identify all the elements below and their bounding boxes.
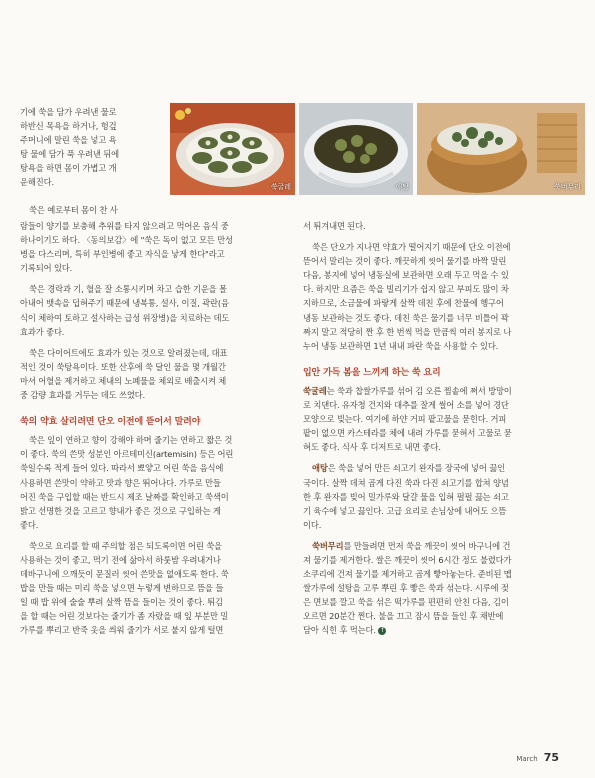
paragraph-line: 소쿠리에 건져 물기를 제거하고 곱게 빻아놓는다. 준비된 멥 (303, 569, 512, 580)
paragraph-line: 쑥은 경락과 기, 혈을 잘 소통시키며 차고 습한 기운을 몰 (29, 284, 227, 295)
paragraph-line: 다음, 봉지에 넣어 냉동실에 보관하면 오래 두고 먹을 수 있 (303, 270, 509, 281)
paragraph-line: 쑥굴레는 쑥과 찹쌀가루를 섞어 김 오른 찜솥에 쪄서 방망이 (303, 385, 512, 396)
paragraph-line: 쑥버무리를 만들려면 먼저 쑥을 깨끗이 씻어 바구니에 건 (312, 540, 511, 551)
photo-caption: 애탕 (395, 183, 409, 191)
paragraph-line: 쑥은 예로부터 몸이 찬 사 (29, 205, 118, 215)
paragraph-line: 밥을 만들 때는 미리 쑥을 넣으면 누렇게 변하므로 뜸을 들 (20, 583, 224, 594)
page-number: 75 (543, 751, 559, 764)
paragraph-line: 기 육수에 넣고 끓인다. 고급 요리로 손님상에 내어도 으뜸 (303, 505, 507, 516)
paragraph-line: 가루를 뿌리고 반죽 옷을 씌워 줄기가 서로 붙지 않게 털면 (20, 625, 224, 636)
paragraph-line: 애탕은 쑥을 넣어 만든 쇠고기 완자를 장국에 넣어 끓인 (312, 463, 505, 474)
paragraph-line: 모양으로 빚는다. 여기에 하얀 거피 팥고물을 묻힌다. 거피 (303, 414, 507, 425)
paragraph-line: 기록되어 있다. (20, 263, 73, 274)
photo-ssukbeomuri (417, 103, 585, 195)
paragraph-line: 냉동 보관하는 것도 좋다. 데친 쑥은 물기를 너무 비틀어 꽉 (303, 312, 509, 323)
recipe-term: 쑥굴레 (303, 385, 327, 396)
paragraph-line: 이 좋다. 쑥의 쓴맛 성분인 아르테미신(artemisin) 등은 어린 (20, 449, 234, 460)
recipe-term: 쑥버무리 (312, 540, 344, 551)
photo-aetang (299, 103, 413, 195)
paragraph-line: 쑥은 단오가 지나면 약효가 떨어지기 때문에 단오 이전에 (312, 242, 511, 253)
left-column (20, 219, 284, 638)
paragraph-line: 쑥으로 요리를 할 때 주의할 점은 되도록이면 어린 쑥을 (29, 540, 222, 551)
paragraph-line: 어진 쑥을 구입할 때는 반드시 제조 날짜를 확인하고 쑥색이 (20, 491, 229, 502)
paragraph-line: 기에 쑥을 담가 우려낸 물로 (20, 107, 117, 117)
paragraph-line: 밝고 선명한 것을 고르고 향내가 좋은 것으로 구입하는 게 (20, 505, 221, 516)
page-footer (516, 751, 559, 764)
footer-month: March (516, 755, 538, 763)
paragraph-line: 데바구니에 으깨듯이 문질러 씻어 쓴맛을 없애도록 한다. 쑥 (20, 569, 229, 580)
paragraph-line: 쑥은 다이어트에도 효과가 있는 것으로 알려졌는데, 대표 (29, 347, 228, 358)
paragraph-line: 마셔 어혈을 제거하고 체내의 노폐물을 체외로 배출시켜 체 (20, 375, 227, 386)
paragraph-line: 주머니에 말린 쑥을 넣고 욕 (20, 135, 117, 146)
paragraph-line: 을 할 때는 어린 것보다는 줄기가 좀 자랐을 때 잎 부분만 밀 (20, 611, 229, 622)
paragraph-line: 탕 물에 담가 푹 우려낸 뒤에 (20, 149, 119, 160)
paragraph-line: 다. 하지만 요즘은 쑥을 빌리기가 쉽지 않고 부피도 많이 차 (303, 284, 509, 295)
photo-strip (170, 103, 585, 195)
paragraph-line: 하나이기도 하다. 〈동의보감〉에 "쑥은 독이 없고 모든 만성 (20, 235, 233, 246)
paragraph-line: 좋다. (20, 519, 39, 530)
paragraph-line: 효과가 좋다. (20, 326, 65, 337)
paragraph-line: 로 치댄다. 유자청 건지와 대추를 잘게 썰어 소를 넣어 경단 (303, 400, 509, 411)
top-left-text (20, 105, 158, 190)
paragraph-line: 쑥은 잎이 연하고 향이 강해야 하며 줄기는 연하고 짧은 것 (29, 435, 233, 446)
paragraph-line: 져 물기를 제거한다. 쌀은 깨끗이 씻어 6시간 정도 불렸다가 (303, 554, 512, 565)
paragraph-line: 은 면보를 깔고 쑥을 섞은 떡가루를 편편히 안친 다음, 김이 (303, 597, 509, 608)
paragraph-line: 쌀가루에 설탕을 고루 뿌린 후 빻은 쑥과 섞는다. 시루에 젖 (303, 583, 509, 594)
section-heading: 쑥의 약효 살리려면 단오 이전에 뜯어서 말려야 (20, 417, 201, 428)
right-column (303, 219, 581, 638)
paragraph-line: 서 튀겨내면 된다. (303, 221, 366, 231)
paragraph-line: 중 감량 효과를 거두는 데도 쓰였다. (20, 390, 146, 401)
paragraph-line: 식이 체하여 토하고 설사하는 급성 위장병)을 치료하는 데도 (20, 312, 230, 323)
paragraph-line: 쑥일수록 적게 들어 있다. 따라서 뾰얗고 어린 쑥을 음식에 (20, 463, 224, 474)
photo-caption: 쑥굴레 (270, 183, 291, 191)
paragraph-line: 하반신 목욕을 하거나, 헝겊 (20, 121, 117, 132)
paragraph-line: 일 때 밥 위에 술술 뿌려 살짝 뜸을 들이는 것이 좋다. 튀김 (20, 597, 223, 608)
end-mark-icon: f (378, 627, 386, 635)
paragraph-line: 운해진다. (20, 177, 54, 188)
paragraph-line: 탕욕을 하면 몸이 가볍고 개 (20, 163, 117, 174)
paragraph-line: 담아 식힌 후 먹는다. f (303, 623, 581, 637)
paragraph-line: 이다. (303, 519, 322, 530)
paragraph-line: 누어 냉동 보관하면 1년 내내 파란 쑥을 사용할 수 있다. (303, 340, 499, 351)
paragraph-line: 아내어 뱃속을 덥혀주기 때문에 냉복통, 설사, 이질, 곽란(음 (20, 298, 229, 309)
recipe-term: 애탕 (312, 463, 328, 474)
paragraph-line: 적인 것이 쑥탕욕이다. 또한 산후에 쑥 달인 물을 몇 개월간 (20, 361, 226, 372)
paragraph-line: 사용하면 쓴맛이 약하고 맛과 향은 뛰어나다. 가루로 만들 (20, 477, 221, 488)
paragraph-line: 한 후 완자를 빚어 밀가루와 달걀 물을 입혀 펄펄 끓는 쇠고 (303, 491, 509, 502)
paragraph-line: 병을 다스리며, 특히 부인병에 좋고 자식을 낳게 한다"라고 (20, 249, 225, 260)
paragraph-line: 지하므로, 소금물에 파랗게 살짝 데친 후에 찬물에 헹구어 (303, 298, 504, 309)
paragraph-line: 람들이 양기를 보충해 추위를 타지 않으려고 먹어온 음식 중 (20, 221, 229, 231)
paragraph-line: 팥이 없으면 카스테라를 체에 내려 가루를 묻혀서 고물로 묻 (303, 428, 512, 439)
paragraph-line: 국이다. 살짝 데쳐 곱게 다진 쑥과 다진 쇠고기를 합쳐 양념 (303, 477, 509, 488)
paragraph-line: 사용하는 것이 좋고, 먹기 전에 삶아서 하룻밤 우려내거나 (20, 554, 221, 565)
photo-ssukgulle (170, 103, 295, 195)
paragraph-line: 혀도 좋다. 식사 후 디저트로 내면 좋다. (303, 442, 441, 453)
section-heading: 입안 가득 봄을 느끼게 하는 쑥 요리 (303, 367, 441, 378)
photo-caption: 쑥버무리 (553, 183, 581, 191)
paragraph-line: 오르면 20분간 찐다. 불을 끄고 잠시 뜸을 들인 후 채반에 (303, 611, 504, 622)
left-intro-line (29, 203, 169, 217)
paragraph-line: 짜지 말고 적당히 짠 후 한 번씩 먹을 만큼씩 여러 봉지로 나 (303, 326, 512, 337)
paragraph-line: 뜯어서 말리는 것이 좋다. 깨끗하게 씻어 물기를 바짝 말린 (303, 256, 507, 267)
